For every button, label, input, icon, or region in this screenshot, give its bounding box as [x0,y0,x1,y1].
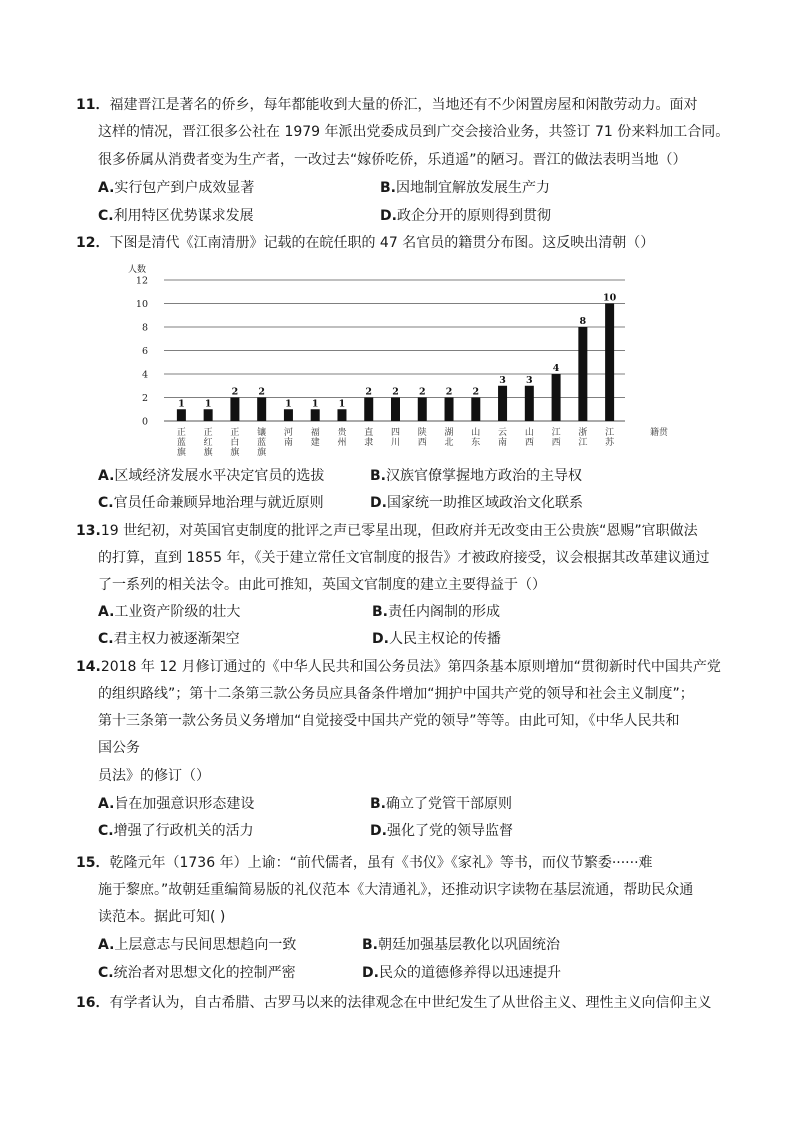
bar [418,398,427,422]
question-number: 11 [76,97,96,113]
bar [204,409,213,421]
question-line: 这样的情况，晋江很多公社在 1979 年派出党委成员到广交会接洽业务，共签订 71 份来料加工合同。 [98,124,730,140]
option-c[interactable]: C.君主权力被逐渐架空 [98,631,240,647]
bar-value-label: 1 [311,398,319,410]
bar [525,386,534,421]
question-line: 的打算，直到 1855 年，《关于建立常任文官制度的报告》才被政府接受，议会根据其改革建议通过 [98,550,710,566]
x-tick-label: 山东 [471,428,481,448]
y-axis-label: 人数 [128,265,147,275]
x-tick-label: 云南 [498,428,508,448]
bar [471,398,480,422]
y-tick-label: 2 [141,393,148,404]
bar-value-label: 2 [418,386,426,398]
option-b[interactable]: B.汉族官僚掌握地方政治的主导权 [370,468,582,484]
bar [337,409,346,421]
bar-value-label: 2 [231,386,239,398]
option-a[interactable]: A.区域经济发展水平决定官员的选拔 [98,468,325,484]
bar [498,386,507,421]
bar [311,409,320,421]
y-tick-label: 10 [135,299,148,310]
option-d[interactable]: D.国家统一助推区域政治文化联系 [370,495,583,511]
bar-value-label: 2 [258,386,265,398]
bar [605,304,614,422]
bar [391,398,400,422]
bar-value-label: 1 [338,398,346,410]
question-line: 读范本。据此可知( ) [98,909,226,925]
x-tick-label: 四川 [390,428,401,448]
x-tick-label: 河南 [283,428,293,448]
bar-value-label: 4 [552,363,560,374]
bar [177,409,186,421]
question-line: 12．下图是清代《江南清册》记载的在皖任职的 47 名官员的籍贯分布图。这反映出清朝（） [76,235,655,251]
option-a[interactable]: A.工业资产阶级的壮大 [98,604,241,620]
y-tick-label: 0 [141,416,148,428]
x-tick-label: 江西 [551,428,561,448]
question-line: 第十三条第一款公务员义务增加“自觉接受中国共产党的领导”等等。由此可知，《中华人民共和 [98,713,680,729]
bar-value-label: 2 [472,386,480,398]
bar-value-label: 3 [526,374,533,386]
x-tick-label: 正蓝旗 [176,428,186,458]
bar-value-label: 2 [392,386,399,398]
bar [445,398,454,422]
question-line: 很多侨属从消费者变为生产者，一改过去“嫁侨吃侨，乐逍遥”的陋习。晋江的做法表明当地（） [98,152,687,168]
bar [230,398,239,422]
bar [257,398,266,422]
option-b[interactable]: B.因地制宜解放发展生产力 [380,180,550,196]
option-d[interactable]: D.民众的道德修养得以迅速提升 [362,965,561,981]
x-tick-label: 江苏 [605,428,615,448]
x-tick-label: 陕西 [417,428,427,448]
x-tick-label: 山西 [524,428,534,448]
question-line: 16．有学者认为，自古希腊、古罗马以来的法律观念在中世纪发生了从世俗主义、理性主义向信仰主义 [76,995,712,1011]
option-a[interactable]: A.实行包产到户成效显著 [98,180,255,196]
bar-value-label: 10 [603,292,617,304]
x-tick-label: 福建 [310,428,320,448]
question-line: 施于黎庶。”故朝廷重编简易版的礼仪范本《大清通礼》，还推动识字读物在基层流通，帮助民众通 [98,882,694,898]
option-a[interactable]: A.上层意志与民间思想趋向一致 [98,937,297,953]
question-line: 15．乾隆元年（1736 年）上谕：“前代儒者，虽有《书仪》《家礼》等书，而仪节繁委······难 [76,855,653,871]
option-d[interactable]: D.政企分开的原则得到贯彻 [380,208,551,224]
bar-value-label: 3 [499,374,506,386]
question-line: 的组织路线”；第十二条第三款公务员应具备条件增加“拥护中国共产党的领导和社会主义制度”； [98,686,694,702]
option-c[interactable]: C.官员任命兼顾异地治理与就近原则 [98,495,324,511]
question-line: 11．福建晋江是著名的侨乡，每年都能收到大量的侨汇，当地还有不少闲置房屋和闲散劳动力。面对 [76,97,698,113]
origin-bar-chart [120,258,680,458]
x-tick-label: 直隶 [364,428,374,448]
question-line: 13.19 世纪初，对英国官吏制度的批评之声已零星出现，但政府并无改变由王公贵族“恩赐”官职做法 [76,523,698,539]
question-line: 了一系列的相关法令。由此可推知，英国文官制度的建立主要得益于（） [98,577,546,593]
x-axis-label: 籍贯 [650,428,669,438]
y-tick-label: 12 [135,275,148,287]
x-tick-label: 正红旗 [203,428,213,458]
x-tick-label: 浙江 [578,428,588,448]
bar-value-label: 1 [285,398,292,410]
bar-value-label: 2 [365,386,373,398]
option-b[interactable]: B.确立了党管干部原则 [370,796,512,812]
option-a[interactable]: A.旨在加强意识形态建设 [98,796,255,812]
question-line: 国公务 [98,740,140,756]
option-b[interactable]: B.朝廷加强基层教化以巩固统治 [362,937,560,953]
option-d[interactable]: D.强化了党的领导监督 [370,823,513,839]
bar [552,374,561,421]
option-b[interactable]: B.责任内阁制的形成 [372,604,500,620]
option-c[interactable]: C.统治者对思想文化的控制严密 [98,965,296,981]
option-c[interactable]: C.利用特区优势谋求发展 [98,208,254,224]
x-tick-label: 湖北 [444,428,454,448]
bar [364,398,373,422]
x-tick-label: 镶蓝旗 [257,428,267,458]
y-tick-label: 6 [141,346,148,357]
question-line: 员法》的修订（） [98,768,210,784]
x-tick-label: 贵州 [337,428,347,448]
x-tick-label: 正白旗 [230,428,240,458]
bar [284,409,293,421]
bar [578,327,587,421]
bar-value-label: 1 [178,398,185,410]
y-tick-label: 8 [141,322,148,334]
y-tick-label: 4 [141,369,148,381]
question-line: 14.2018 年 12 月修订通过的《中华人民共和国公务员法》第四条基本原则增加“贯彻新时代中国共产党 [76,659,721,675]
option-d[interactable]: D.人民主权论的传播 [372,631,501,647]
bar-value-label: 2 [445,386,453,398]
bar-value-label: 1 [204,398,212,410]
bar-value-label: 8 [579,316,587,327]
option-c[interactable]: C.增强了行政机关的活力 [98,823,254,839]
